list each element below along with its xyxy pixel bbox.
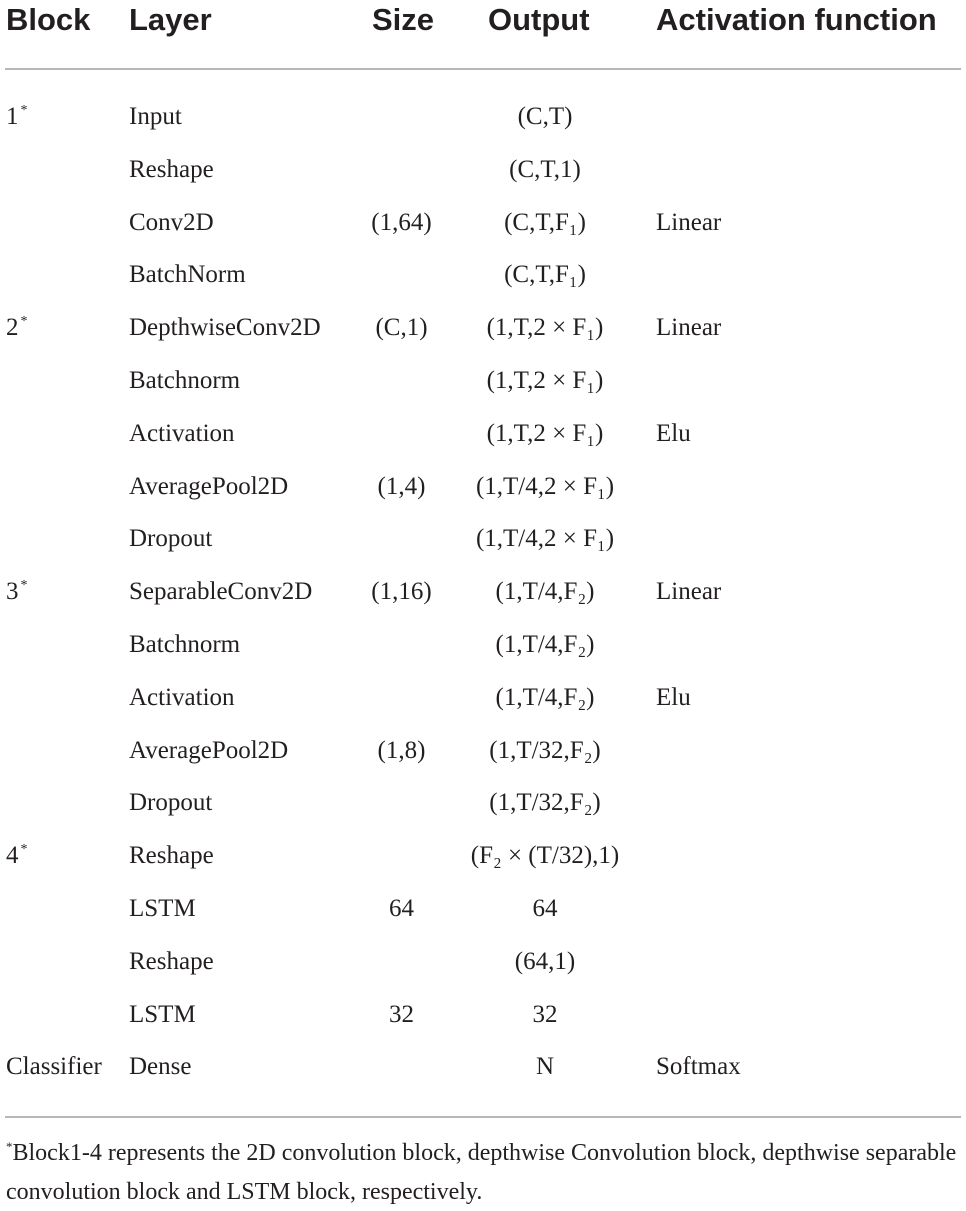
output-cell: (1,T/4,F₂) <box>495 683 595 711</box>
table-bottom-rule <box>5 1116 961 1118</box>
layer-cell: Conv2D <box>129 208 214 236</box>
activation-cell: Softmax <box>656 1053 741 1081</box>
output-cell: (1,T,2 × F₁) <box>486 366 604 394</box>
block-footnote-mark: * <box>20 314 28 330</box>
header-activation: Activation function <box>656 2 937 37</box>
size-cell: 32 <box>389 1000 414 1028</box>
table-row <box>0 144 966 197</box>
output-cell: (F₂ × (T/32),1) <box>470 842 620 870</box>
table-row <box>0 830 966 883</box>
table-row <box>0 197 966 250</box>
output-cell: (C,T) <box>517 103 573 130</box>
table-row <box>0 355 966 408</box>
table-header <box>0 0 966 44</box>
table-row <box>0 777 966 830</box>
block-footnote-mark: * <box>20 103 28 118</box>
output-cell: (1,T/32,F₂) <box>489 736 601 764</box>
table-row <box>0 725 966 778</box>
activation-cell: Elu <box>656 419 691 447</box>
block-footnote-mark: * <box>20 842 28 858</box>
block-label: 3 <box>6 578 19 606</box>
table-row <box>0 989 966 1042</box>
output-cell: (1,T,2 × F₁) <box>486 419 604 447</box>
layer-cell: Batchnorm <box>129 630 241 658</box>
output-cell: (1,T,2 × F₁) <box>486 314 604 342</box>
layer-cell: Dropout <box>129 525 213 553</box>
footnote-text: Block1-4 represents the 2D convolution block, depthwise Convolution block, depthwise separable convolution block and LSTM block, respectively. <box>6 1140 957 1205</box>
header-rule <box>5 68 961 70</box>
layer-cell: Dropout <box>129 789 213 817</box>
layer-cell: Activation <box>129 419 235 447</box>
size-cell: (1,8) <box>377 736 426 764</box>
table-body <box>0 91 966 1094</box>
table-row <box>0 883 966 936</box>
output-cell: 64 <box>532 894 558 922</box>
table-row <box>0 91 966 144</box>
layer-cell: Reshape <box>129 155 214 183</box>
size-cell: 64 <box>389 894 414 922</box>
table-row <box>0 302 966 355</box>
output-cell: (C,T,F₁) <box>504 208 586 236</box>
layer-cell: Input <box>129 103 182 130</box>
size-cell: (1,16) <box>371 578 432 606</box>
table-row <box>0 672 966 725</box>
block-cell <box>6 1041 102 1094</box>
output-cell: 32 <box>532 1000 558 1028</box>
activation-cell: Linear <box>656 578 722 606</box>
block-label: 4 <box>6 842 19 870</box>
block-label: 1 <box>6 103 19 130</box>
table-row <box>0 1041 966 1094</box>
size-cell: (1,64) <box>371 208 432 236</box>
output-cell: (C,T,1) <box>509 155 581 183</box>
footnote <box>6 1135 964 1211</box>
activation-cell: Linear <box>656 314 722 342</box>
activation-cell: Linear <box>656 208 722 236</box>
table-row <box>0 619 966 672</box>
table-row <box>0 936 966 989</box>
layer-cell: DepthwiseConv2D <box>129 314 321 342</box>
layer-cell: SeparableConv2D <box>129 578 313 606</box>
layer-cell: Reshape <box>129 842 214 870</box>
layer-cell: Reshape <box>129 947 214 975</box>
block-cell <box>6 91 28 148</box>
block-label: 2 <box>6 314 19 342</box>
table-row <box>0 249 966 302</box>
output-cell: (64,1) <box>514 947 576 975</box>
layer-cell: Batchnorm <box>129 366 241 394</box>
activation-cell: Elu <box>656 683 691 711</box>
layer-cell: LSTM <box>129 894 196 922</box>
block-cell <box>6 566 28 623</box>
output-cell: (1,T/4,2 × F₁) <box>475 472 615 500</box>
block-label: Classifier <box>6 1053 102 1081</box>
footnote-mark: * <box>6 1139 13 1154</box>
header-output: Output <box>488 2 590 37</box>
table-row <box>0 461 966 514</box>
layer-cell: Dense <box>129 1053 192 1081</box>
block-cell <box>6 830 28 887</box>
block-cell <box>6 302 28 359</box>
size-cell: (C,1) <box>375 314 428 342</box>
table-row <box>0 408 966 461</box>
size-cell: (1,4) <box>377 472 426 500</box>
output-cell: N <box>535 1053 555 1081</box>
output-cell: (1,T/32,F₂) <box>489 789 601 817</box>
table-row <box>0 566 966 619</box>
layer-cell: BatchNorm <box>129 261 246 289</box>
layer-cell: AveragePool2D <box>129 736 289 764</box>
output-cell: (1,T/4,F₂) <box>495 630 595 658</box>
output-cell: (1,T/4,F₂) <box>495 578 595 606</box>
layer-cell: AveragePool2D <box>129 472 289 500</box>
block-footnote-mark: * <box>20 578 28 594</box>
layer-cell: Activation <box>129 683 235 711</box>
header-layer: Layer <box>129 2 212 37</box>
header-size: Size <box>372 2 435 37</box>
header-block: Block <box>6 2 91 37</box>
table-row <box>0 513 966 566</box>
layer-cell: LSTM <box>129 1000 196 1028</box>
output-cell: (1,T/4,2 × F₁) <box>475 525 615 553</box>
output-cell: (C,T,F₁) <box>504 261 586 289</box>
